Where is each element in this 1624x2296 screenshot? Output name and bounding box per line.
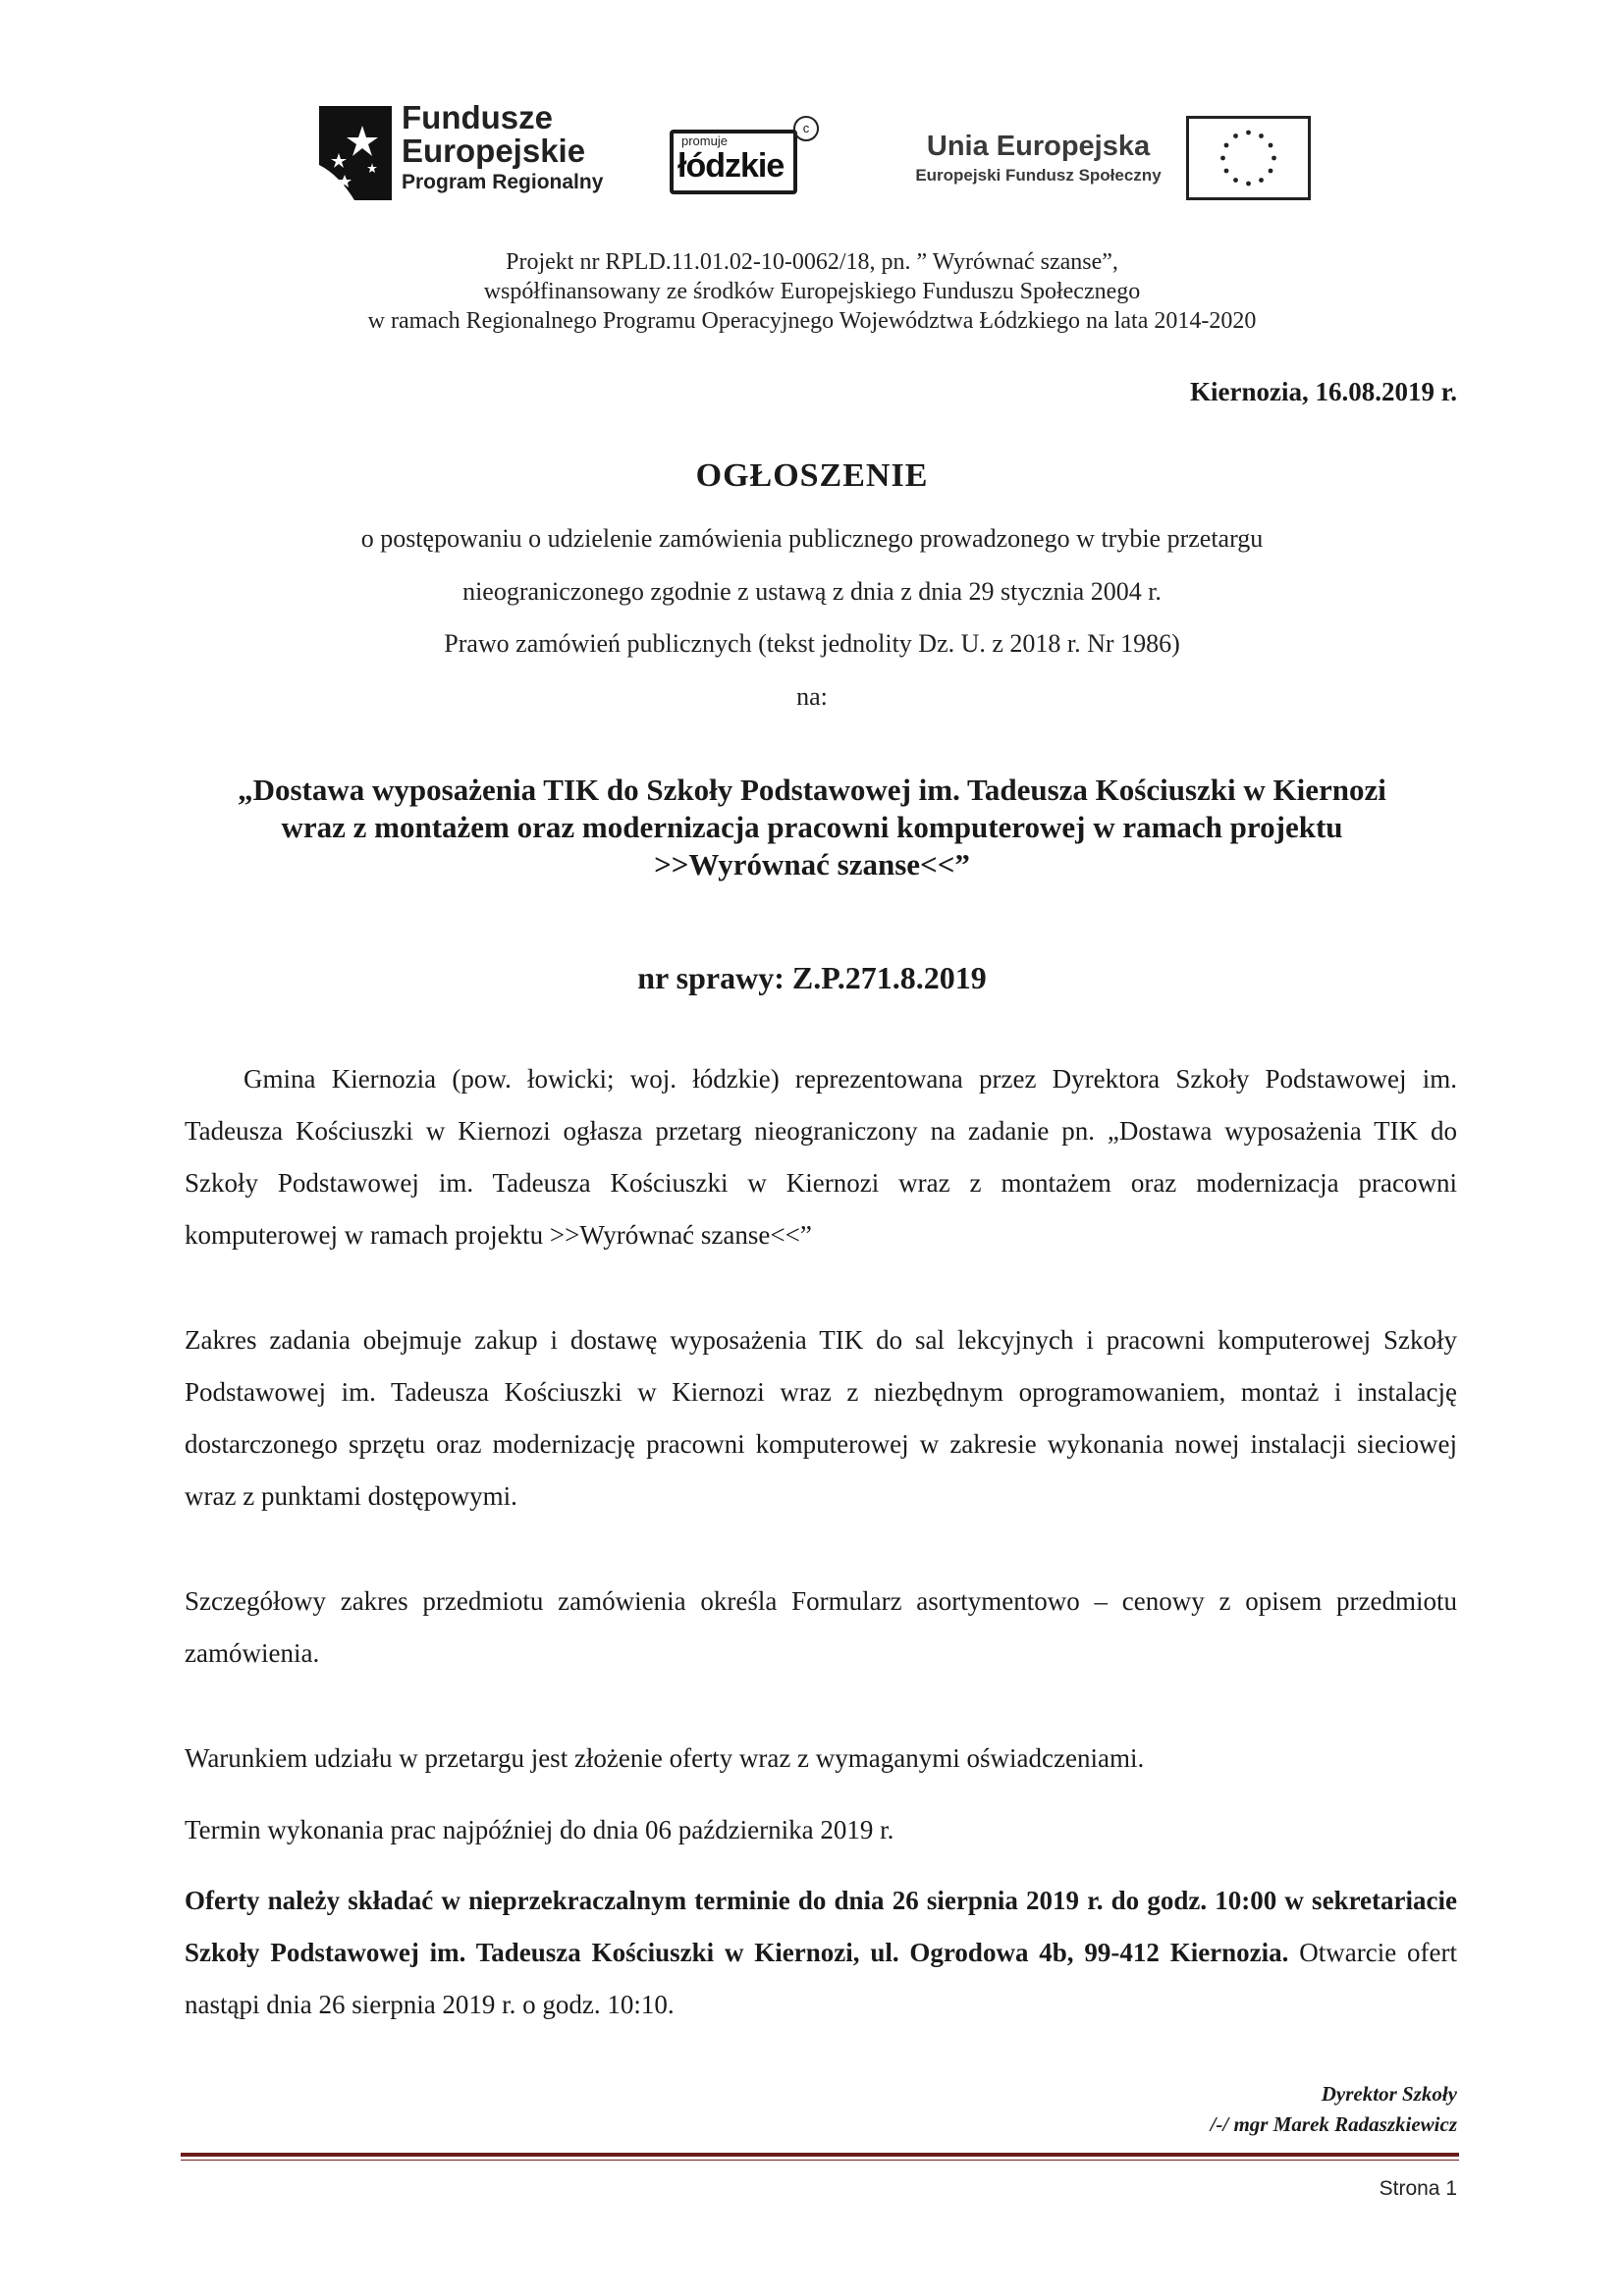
- subtitle-line1: o postępowaniu o udzielenie zamówienia publicznego prowadzonego w trybie przetargu: [360, 524, 1264, 553]
- eu-star-icon: [1233, 133, 1238, 138]
- signature-block: [1211, 2079, 1457, 2140]
- document-date: Kiernozia, 16.08.2019 r.: [1190, 377, 1457, 406]
- paragraph-4-text: Warunkiem udziału w przetargu jest złożenie oferty wraz z wymaganymi oświadczeniami.: [185, 1743, 1145, 1773]
- paragraph-1-text: Gmina Kiernozia (pow. łowicki; woj. łódzkie) reprezentowana przez Dyrektora Szkoły Podstawowej im. Tadeusza Kościuszki w Kiernozi ogłasza przetarg nieograniczony na zadanie pn. „Dostawa wyposażenia TIK do Szkoły Podstawowej im. Tadeusza Kościuszki w Kiernozi wraz z montażem oraz modernizacja pracowni komputerowej w ramach projektu >>Wyrównać szanse<<”: [185, 1064, 1457, 1250]
- paragraph-conditions: [185, 1733, 1457, 1785]
- ue-logo-line2: Europejski Fundusz Społeczny: [915, 166, 1162, 185]
- eu-star-icon: [1220, 156, 1225, 161]
- eu-star-icon: [1224, 169, 1229, 174]
- subtitle-line2: nieograniczonego zgodnie z ustawą z dnia z dnia 29 stycznia 2004 r.: [462, 577, 1162, 606]
- eu-star-icon: [1224, 143, 1229, 148]
- eu-star-icon: [1259, 133, 1264, 138]
- eu-flag-stars-icon: [1186, 116, 1311, 200]
- project-header-line3: w ramach Regionalnego Programu Operacyjnego Województwa Łódzkiego na lata 2014-2020: [367, 308, 1257, 334]
- paragraph-3-text: Szczegółowy zakres przedmiotu zamówienia określa Formularz asortymentowo – cenowy z opisem przedmiotu zamówienia.: [185, 1586, 1457, 1668]
- unia-europejska-logo-text: [903, 130, 1173, 188]
- lodzkie-logo-small-text: promuje: [681, 133, 728, 148]
- eu-star-icon: [1269, 143, 1273, 148]
- paragraph-offers: [185, 1875, 1457, 2031]
- fe-logo-text: [402, 101, 603, 197]
- subtitle-line3: Prawo zamówień publicznych (tekst jednolity Dz. U. z 2018 r. Nr 1986): [444, 629, 1180, 658]
- document-title: OGŁOSZENIE: [695, 457, 929, 494]
- paragraph-6-bold: Oferty należy składać w nieprzekraczalnym terminie do dnia 26 sierpnia 2019 r. do godz. 10:00 w sekretariacie Szkoły Podstawowej im. Tadeusza Kościuszki w Kiernozi, ul. Ogrodowa 4b, 99-412 Kiernozia.: [185, 1886, 1457, 1967]
- eu-star-icon: [1246, 182, 1251, 187]
- fe-star-flag-icon: [319, 106, 392, 200]
- fundusze-europejskie-logo: [319, 101, 604, 203]
- eu-star-icon: [1233, 178, 1238, 183]
- subject-line3: >>Wyrównać szanse<<”: [654, 847, 970, 881]
- eu-star-icon: [1246, 131, 1251, 135]
- paragraph-6-text: [185, 1875, 1457, 2031]
- project-header-line2: współfinansowany ze środków Europejskiego Funduszu Społecznego: [483, 279, 1141, 304]
- fe-logo-line2: Europejskie: [402, 133, 586, 169]
- fe-logo-line1: Fundusze: [402, 99, 553, 135]
- signature-title: Dyrektor Szkoły: [1321, 2082, 1457, 2106]
- subtitle-line4: na:: [796, 682, 828, 711]
- paragraph-6-normal: Otwarcie ofert nastąpi dnia 26 sierpnia 2019 r. o godz. 10:10.: [185, 1938, 1457, 2019]
- paragraph-announcement: [185, 1053, 1457, 1261]
- footer-rule: [181, 2153, 1459, 2157]
- copyright-circle-icon: c: [793, 116, 819, 141]
- paragraph-deadline: [185, 1804, 1457, 1856]
- paragraph-details: [185, 1575, 1457, 1680]
- paragraph-scope: [185, 1314, 1457, 1522]
- promuje-lodzkie-logo: [668, 116, 825, 200]
- case-number: nr sprawy: Z.P.271.8.2019: [637, 960, 987, 995]
- project-header-line1: Projekt nr RPLD.11.01.02-10-0062/18, pn. ” Wyrównać szanse”,: [506, 249, 1118, 275]
- footer-rule-thin: [181, 2160, 1459, 2161]
- paragraph-2-text: Zakres zadania obejmuje zakup i dostawę wyposażenia TIK do sal lekcyjnych i pracowni komputerowej Szkoły Podstawowej im. Tadeusza Kościuszki w Kiernozi wraz z niezbędnym oprogramowaniem, montaż i instalację dostarczonego sprzętu oraz modernizację pracowni komputerowej w zakresie wykonania nowej instalacji sieciowej wraz z punktami dostępowymi.: [185, 1325, 1457, 1511]
- ue-logo-line1: Unia Europejska: [926, 131, 1151, 162]
- subject-line1: „Dostawa wyposażenia TIK do Szkoły Podstawowej im. Tadeusza Kościuszki w Kiernozi: [238, 773, 1386, 807]
- page-number: Strona 1: [1379, 2177, 1457, 2200]
- eu-star-icon: [1269, 169, 1273, 174]
- lodzkie-logo-big-text: łódzkie: [677, 147, 785, 185]
- eu-star-icon: [1272, 156, 1276, 161]
- fe-logo-line3: Program Regionalny: [402, 171, 604, 193]
- eu-star-icon: [1259, 178, 1264, 183]
- subject-line2: wraz z montażem oraz modernizacja pracowni komputerowej w ramach projektu: [281, 810, 1343, 844]
- signature-name: /-/ mgr Marek Radaszkiewicz: [1210, 2112, 1457, 2136]
- paragraph-5-text: Termin wykonania prac najpóźniej do dnia 06 października 2019 r.: [185, 1815, 894, 1844]
